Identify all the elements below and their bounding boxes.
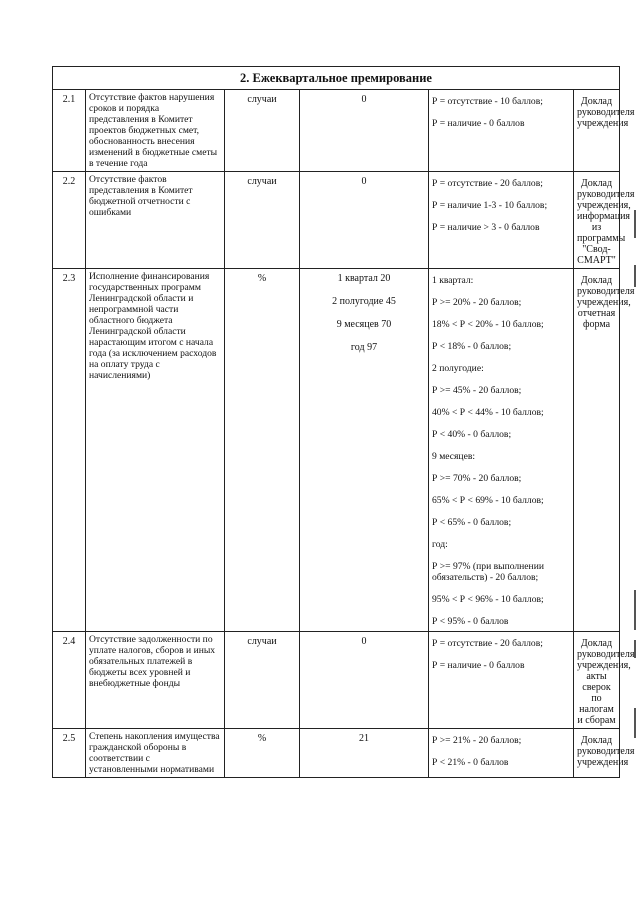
data-source-line: учреждения,	[577, 200, 631, 211]
scoring-rule: Р < 18% - 0 баллов;	[432, 341, 512, 352]
data-source-line: руководителя	[577, 107, 635, 118]
data-source-line: и сборам	[577, 715, 616, 726]
criteria-table	[53, 90, 635, 777]
scoring-rule: Р < 40% - 0 баллов;	[432, 429, 512, 440]
section-title: 2. Ежеквартальное премирование	[53, 67, 619, 90]
scoring-rule: Р = отсутствие - 20 баллов;	[432, 638, 543, 649]
criterion-name: Степень накопления имущества гражданской обороны в соответствии с установленными нормативами	[86, 729, 225, 778]
data-source	[574, 172, 635, 269]
scoring-rules	[429, 269, 574, 632]
scoring-rule: Р = наличие 1-3 - 10 баллов;	[432, 200, 548, 211]
data-source-line: учреждения, акты	[577, 660, 631, 682]
unit-of-measure: %	[225, 729, 300, 778]
scoring-rule: Р = наличие > 3 - 0 баллов	[432, 222, 540, 233]
data-source-line: Доклад	[580, 638, 613, 649]
scoring-rule: 40% < Р < 44% - 10 баллов;	[432, 407, 544, 418]
data-source	[574, 90, 635, 172]
data-source-line: учреждения	[577, 118, 629, 129]
scoring-rules	[429, 172, 574, 269]
data-source-line: руководителя	[577, 746, 635, 757]
scoring-rule: Р < 21% - 0 баллов	[432, 757, 509, 768]
target-value-line: 1 квартал 20	[337, 273, 391, 284]
data-source-line: Доклад	[580, 178, 613, 189]
scoring-rule: Р < 95% - 0 баллов	[432, 616, 509, 627]
data-source-line: учреждения	[577, 757, 629, 768]
unit-of-measure: случаи	[225, 172, 300, 269]
target-value	[300, 729, 429, 778]
target-value	[300, 172, 429, 269]
data-source	[574, 729, 635, 778]
criteria-row	[53, 632, 619, 729]
unit-of-measure: случаи	[225, 632, 300, 729]
row-number: 2.4	[53, 632, 86, 729]
scoring-rules	[429, 90, 574, 172]
scoring-rule: 2 полугодие:	[432, 363, 484, 374]
data-source-line: Доклад	[580, 275, 613, 286]
scoring-rule: Р = наличие - 0 баллов	[432, 118, 525, 129]
scoring-rule: Р >= 97% (при выполнении обязательств) - 20 баллов;	[432, 561, 544, 583]
scoring-rule: 18% < Р < 20% - 10 баллов;	[432, 319, 544, 330]
target-value	[300, 632, 429, 729]
row-number: 2.1	[53, 90, 86, 172]
criteria-row	[53, 269, 619, 632]
scoring-rule: 1 квартал:	[432, 275, 474, 286]
criteria-row	[53, 90, 619, 172]
scan-margin-marks	[632, 0, 636, 905]
target-value	[300, 90, 429, 172]
target-value	[300, 269, 429, 632]
data-source-line: руководителя	[577, 286, 635, 297]
criterion-name: Отсутствие задолженности по уплате налогов, сборов и иных обязательных платежей в бюджеты всех уровней и внебюджетные фонды	[86, 632, 225, 729]
scoring-rule: Р = наличие - 0 баллов	[432, 660, 525, 671]
target-value-line: 21	[359, 733, 369, 744]
scoring-rule: Р >= 21% - 20 баллов;	[432, 735, 522, 746]
data-source-line: Доклад	[580, 735, 613, 746]
target-value-line: 2 полугодие 45	[332, 296, 396, 307]
scoring-rule: 9 месяцев:	[432, 451, 476, 462]
target-value-line: 0	[361, 636, 367, 647]
scoring-rule: 95% < Р < 96% - 10 баллов;	[432, 594, 544, 605]
target-value-line: 0	[361, 94, 367, 105]
data-source	[574, 269, 635, 632]
scoring-rule: Р >= 45% - 20 баллов;	[432, 385, 522, 396]
row-number: 2.5	[53, 729, 86, 778]
scoring-rule: год:	[432, 539, 448, 550]
target-value-line: год 97	[350, 342, 378, 353]
criterion-name: Отсутствие фактов представления в Комитет бюджетной отчетности с ошибками	[86, 172, 225, 269]
scoring-rule: Р = отсутствие - 10 баллов;	[432, 96, 543, 107]
data-source-line: Доклад	[580, 96, 613, 107]
target-value-line: 0	[361, 176, 367, 187]
scoring-rules	[429, 632, 574, 729]
criterion-name: Исполнение финансирования государственных программ Ленинградской области и непрограммной части областного бюджета Ленинградской области нарастающим итогом с начала года (за исключением расходов на оплату труда с начислениями)	[86, 269, 225, 632]
data-source-line: информация из	[577, 211, 631, 233]
criterion-name: Отсутствие фактов нарушения сроков и порядка представления в Комитет проектов бюджетных смет, обоснованность внесения изменений в бюджетные сметы в течение года	[86, 90, 225, 172]
row-number: 2.2	[53, 172, 86, 269]
document-page	[52, 66, 635, 778]
scoring-rule: Р = отсутствие - 20 баллов;	[432, 178, 543, 189]
scoring-rule: Р >= 70% - 20 баллов;	[432, 473, 522, 484]
data-source-line: отчетная форма	[577, 308, 616, 330]
target-value-line: 9 месяцев 70	[336, 319, 392, 330]
row-number: 2.3	[53, 269, 86, 632]
data-source-line: сверок по налогам	[579, 682, 614, 715]
data-source-line: программы	[577, 233, 626, 244]
unit-of-measure: случаи	[225, 90, 300, 172]
data-source-line: руководителя	[577, 649, 635, 660]
data-source-line: учреждения,	[577, 297, 631, 308]
data-source	[574, 632, 635, 729]
scoring-rules	[429, 729, 574, 778]
criteria-row	[53, 729, 619, 778]
scoring-rule: Р >= 20% - 20 баллов;	[432, 297, 522, 308]
unit-of-measure: %	[225, 269, 300, 632]
data-source-line: руководителя	[577, 189, 635, 200]
scoring-rule: Р < 65% - 0 баллов;	[432, 517, 512, 528]
scoring-rule: 65% < Р < 69% - 10 баллов;	[432, 495, 544, 506]
criteria-row	[53, 172, 619, 269]
data-source-line: "Свод-СМАРТ"	[577, 244, 616, 266]
